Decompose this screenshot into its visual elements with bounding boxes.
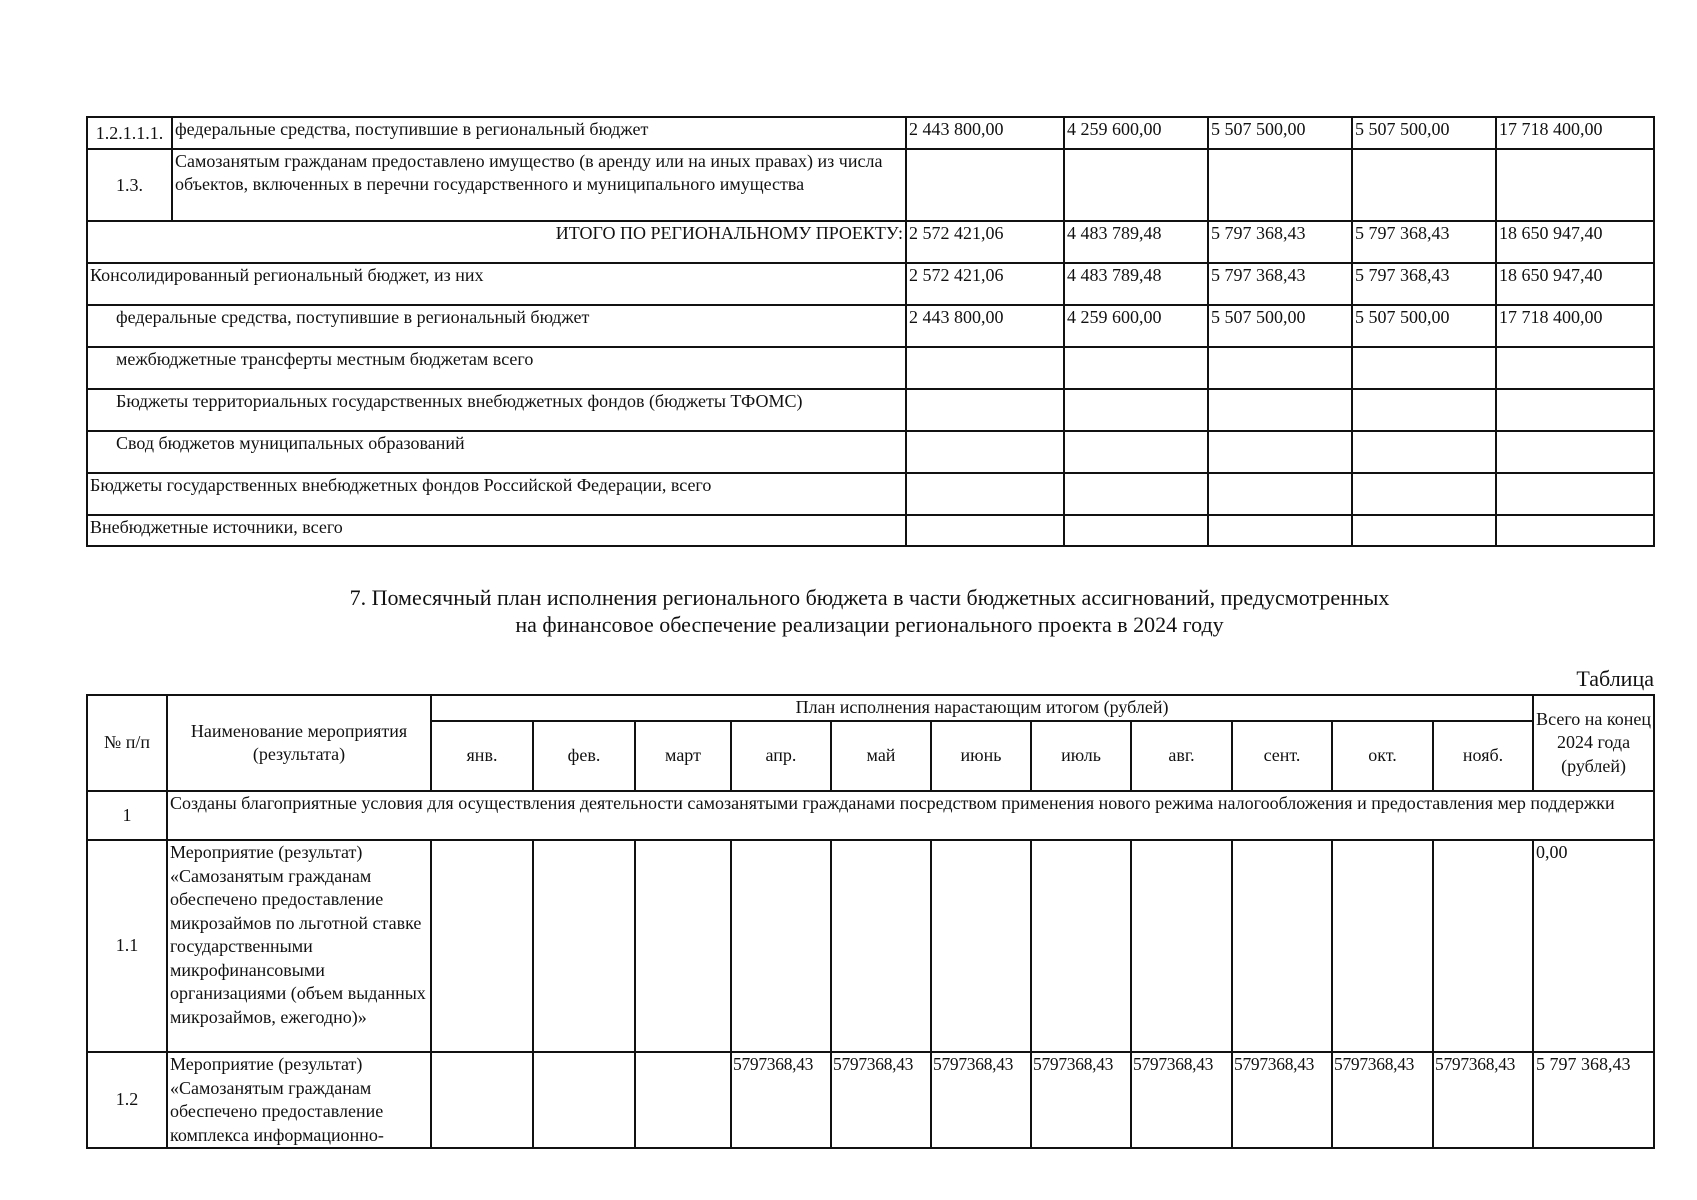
month-cell [931, 840, 1031, 1052]
value-cell [1064, 389, 1208, 431]
value-cell [1064, 431, 1208, 473]
header-plan: План исполнения нарастающим итогом (рублей) [431, 695, 1533, 721]
value-cell [1208, 431, 1352, 473]
month-cell [1031, 840, 1131, 1052]
value-cell: 17 718 400,00 [1496, 117, 1654, 149]
value-cell [1064, 473, 1208, 515]
section-heading [86, 584, 1653, 638]
value-cell [1352, 473, 1496, 515]
value-cell [906, 347, 1064, 389]
value-cell: 2 443 800,00 [906, 305, 1064, 347]
row-name: федеральные средства, поступившие в региональный бюджет [172, 117, 906, 149]
month-header: май [831, 721, 931, 791]
header-name: Наименование мероприятия (результата) [167, 695, 431, 791]
month-cell: 5797368,43 [931, 1052, 1031, 1148]
row-number: 1 [87, 791, 167, 840]
table-row [87, 840, 1654, 1052]
value-cell [1064, 347, 1208, 389]
value-cell: 5 507 500,00 [1352, 305, 1496, 347]
value-cell [1496, 473, 1654, 515]
month-cell [1332, 840, 1433, 1052]
value-cell [1352, 347, 1496, 389]
row-number: 1.3. [87, 149, 172, 221]
month-cell [533, 1052, 635, 1148]
row-name: Мероприятие (результат) «Самозанятым гражданам обеспечено предоставление микрозаймов по льготной ставке государственными микрофинансовыми организациями (объем выданных микрозаймов, ежегодно)» [167, 840, 431, 1052]
month-header: нояб. [1433, 721, 1533, 791]
value-cell [1496, 149, 1654, 221]
row-number: 1.1 [87, 840, 167, 1052]
table-row [87, 515, 1654, 546]
section-heading-line-1: 7. Помесячный план исполнения регионального бюджета в части бюджетных ассигнований, предусмотренных [349, 585, 1390, 610]
month-header: июль [1031, 721, 1131, 791]
month-header: июнь [931, 721, 1031, 791]
month-header: апр. [731, 721, 831, 791]
month-cell [731, 840, 831, 1052]
total-cell: 5 797 368,43 [1533, 1052, 1654, 1148]
total-label: ИТОГО ПО РЕГИОНАЛЬНОМУ ПРОЕКТУ: [87, 221, 906, 263]
total-cell: 0,00 [1533, 840, 1654, 1052]
section-heading-line-2: на финансовое обеспечение реализации регионального проекта в 2024 году [515, 612, 1224, 637]
value-cell [906, 473, 1064, 515]
table-row [87, 389, 1654, 431]
value-cell: 5 797 368,43 [1208, 263, 1352, 305]
row-number: 1.2 [87, 1052, 167, 1148]
month-cell: 5797368,43 [831, 1052, 931, 1148]
month-cell [431, 840, 533, 1052]
row-name: Внебюджетные источники, всего [87, 515, 906, 546]
table-row [87, 149, 1654, 221]
row-name: Мероприятие (результат) «Самозанятым гражданам обеспечено предоставление комплекса информационно- [167, 1052, 431, 1148]
value-cell [1208, 347, 1352, 389]
value-cell [1208, 473, 1352, 515]
value-cell [1352, 389, 1496, 431]
table-row [87, 473, 1654, 515]
value-cell: 4 483 789,48 [1064, 263, 1208, 305]
table-row [87, 221, 1654, 263]
value-cell: 5 507 500,00 [1352, 117, 1496, 149]
value-cell: 2 443 800,00 [906, 117, 1064, 149]
value-cell [1208, 149, 1352, 221]
value-cell [1208, 515, 1352, 546]
month-cell [831, 840, 931, 1052]
table-row [87, 347, 1654, 389]
value-cell [906, 149, 1064, 221]
value-cell: 2 572 421,06 [906, 263, 1064, 305]
row-name: Консолидированный региональный бюджет, из них [87, 263, 906, 305]
row-name: Бюджеты территориальных государственных внебюджетных фондов (бюджеты ТФОМС) [87, 389, 906, 431]
month-cell [1232, 840, 1332, 1052]
month-cell: 5797368,43 [1433, 1052, 1533, 1148]
row-name: Свод бюджетов муниципальных образований [87, 431, 906, 473]
value-cell: 4 483 789,48 [1064, 221, 1208, 263]
table-row [87, 431, 1654, 473]
month-cell [1131, 840, 1232, 1052]
table-row [87, 263, 1654, 305]
month-cell [1433, 840, 1533, 1052]
value-cell: 5 507 500,00 [1208, 117, 1352, 149]
table-row [87, 1052, 1654, 1148]
value-cell [906, 431, 1064, 473]
month-cell: 5797368,43 [1131, 1052, 1232, 1148]
month-header: сент. [1232, 721, 1332, 791]
value-cell [1496, 347, 1654, 389]
value-cell: 5 797 368,43 [1352, 263, 1496, 305]
value-cell: 5 507 500,00 [1208, 305, 1352, 347]
value-cell: 17 718 400,00 [1496, 305, 1654, 347]
table-row [87, 305, 1654, 347]
row-name: Бюджеты государственных внебюджетных фондов Российской Федерации, всего [87, 473, 906, 515]
month-header: март [635, 721, 731, 791]
value-cell [1496, 431, 1654, 473]
value-cell: 2 572 421,06 [906, 221, 1064, 263]
table-row [87, 791, 1654, 840]
value-cell [906, 515, 1064, 546]
value-cell [1352, 149, 1496, 221]
row-number: 1.2.1.1.1. [87, 117, 172, 149]
value-cell [1496, 389, 1654, 431]
month-header: авг. [1131, 721, 1232, 791]
row-text: Созданы благоприятные условия для осуществления деятельности самозанятыми гражданами посредством применения нового режима налогообложения и предоставления мер поддержки [167, 791, 1654, 840]
month-cell: 5797368,43 [731, 1052, 831, 1148]
value-cell [1352, 431, 1496, 473]
month-cell: 5797368,43 [1332, 1052, 1433, 1148]
month-cell [431, 1052, 533, 1148]
month-cell: 5797368,43 [1232, 1052, 1332, 1148]
monthly-plan-table [86, 694, 1655, 1149]
row-name: Самозанятым гражданам предоставлено имущество (в аренду или на иных правах) из числа объектов, включенных в перечни государственного и муниципального имущества [172, 149, 906, 221]
table-label: Таблица [1576, 666, 1654, 691]
value-cell [1064, 149, 1208, 221]
value-cell [1208, 389, 1352, 431]
value-cell: 5 797 368,43 [1208, 221, 1352, 263]
header-row [87, 695, 1654, 721]
month-cell [533, 840, 635, 1052]
month-cell [635, 840, 731, 1052]
value-cell: 4 259 600,00 [1064, 305, 1208, 347]
value-cell: 18 650 947,40 [1496, 221, 1654, 263]
header-num: № п/п [87, 695, 167, 791]
header-total: Всего на конец 2024 года (рублей) [1533, 695, 1654, 791]
month-header: окт. [1332, 721, 1433, 791]
row-name: федеральные средства, поступившие в региональный бюджет [87, 305, 906, 347]
value-cell [1496, 515, 1654, 546]
value-cell [906, 389, 1064, 431]
month-cell: 5797368,43 [1031, 1052, 1131, 1148]
value-cell [1352, 515, 1496, 546]
table-row [87, 117, 1654, 149]
financing-table [86, 116, 1655, 547]
value-cell: 5 797 368,43 [1352, 221, 1496, 263]
month-header: янв. [431, 721, 533, 791]
value-cell: 18 650 947,40 [1496, 263, 1654, 305]
month-cell [635, 1052, 731, 1148]
value-cell [1064, 515, 1208, 546]
row-name: межбюджетные трансферты местным бюджетам всего [87, 347, 906, 389]
value-cell: 4 259 600,00 [1064, 117, 1208, 149]
month-header: фев. [533, 721, 635, 791]
